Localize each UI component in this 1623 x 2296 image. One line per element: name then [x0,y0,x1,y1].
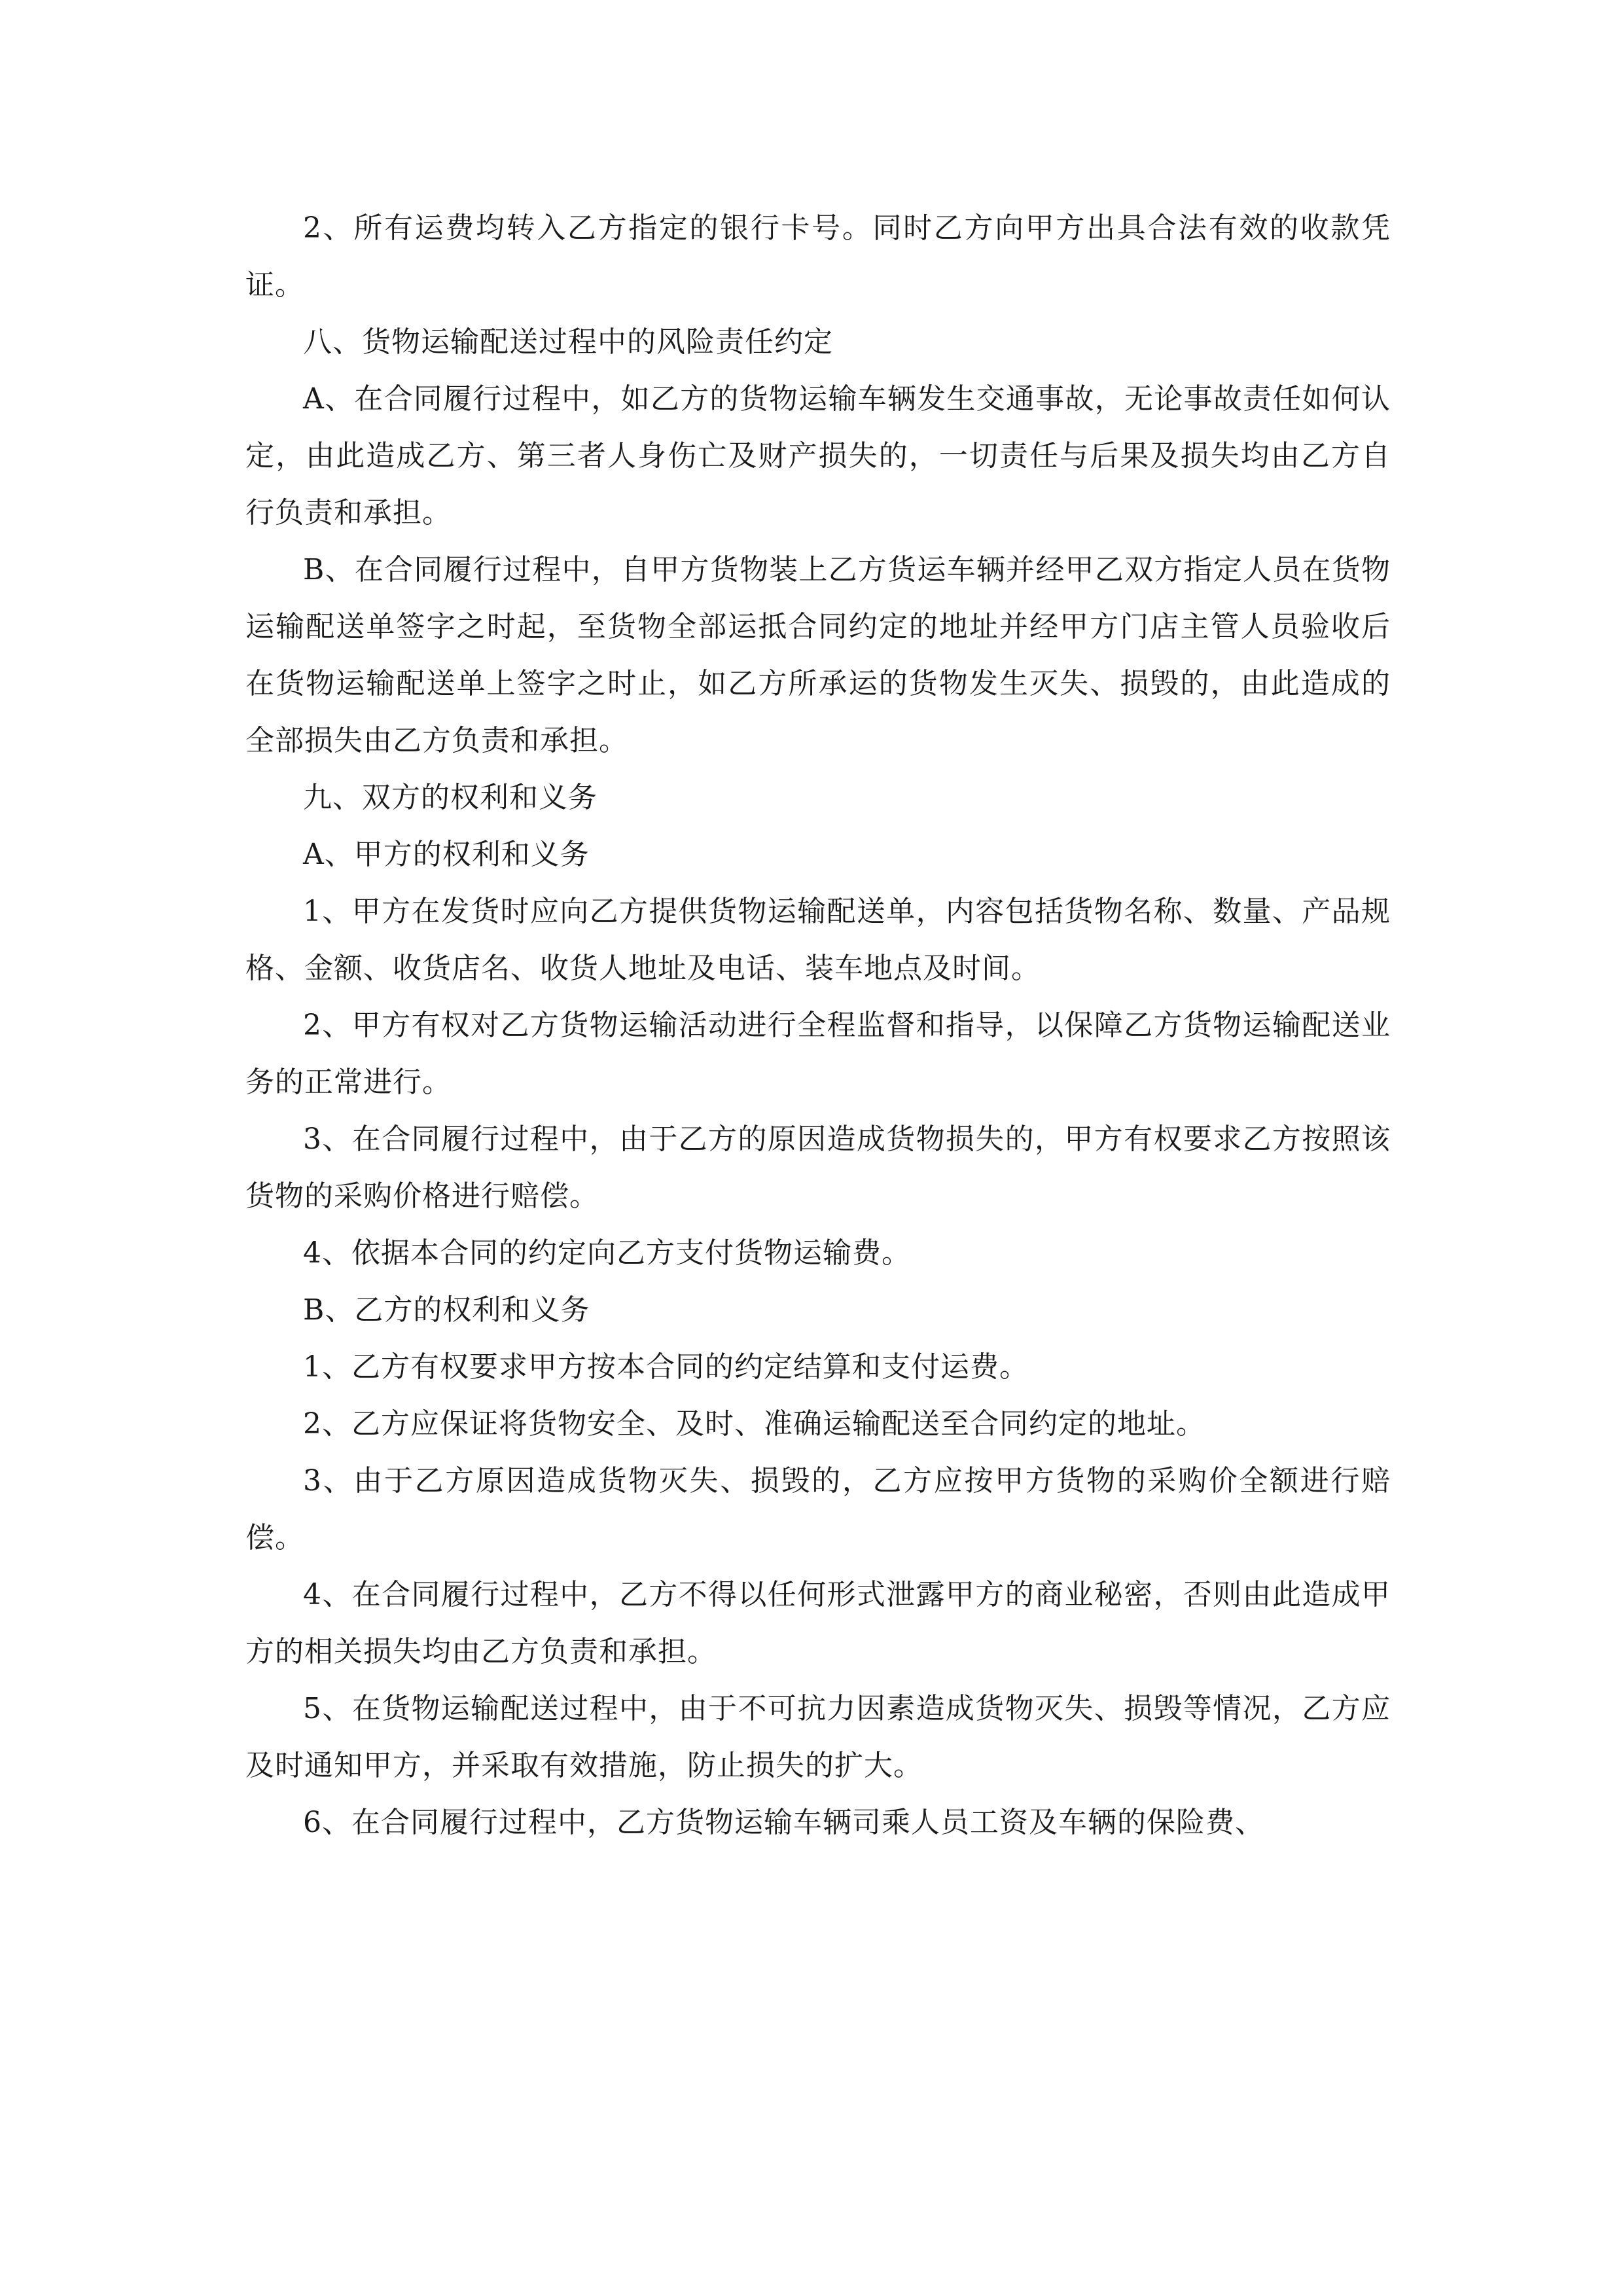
paragraph-b-4: 4、在合同履行过程中，乙方不得以任何形式泄露甲方的商业秘密，否则由此造成甲方的相关损失均由乙方负责和承担。 [245,1578,1391,1668]
paragraph-a-1: 1、甲方在发货时应向乙方提供货物运输配送单，内容包括货物名称、数量、产品规格、金额、收货店名、收货人地址及电话、装车地点及时间。 [245,895,1391,985]
paragraph-b-2: 2、乙方应保证将货物安全、及时、准确运输配送至合同约定的地址。 [303,1407,1205,1441]
section-heading-9: 九、双方的权利和义务 [303,781,597,814]
paragraph-b-6: 6、在合同履行过程中，乙方货物运输车辆司乘人员工资及车辆的保险费、 [303,1806,1264,1839]
paragraph-a-4: 4、依据本合同的约定向乙方支付货物运输费。 [303,1236,911,1270]
subheading-party-b: B、乙方的权利和义务 [303,1293,590,1327]
paragraph-risk-b: B、在合同履行过程中，自甲方货物装上乙方货运车辆并经甲乙双方指定人员在货物运输配送单签字之时起，至货物全部运抵合同约定的地址并经甲方门店主管人员验收后在货物运输配送单上签字之时止，如乙方所承运的货物发生灭失、损毁的，由此造成的全部损失由乙方负责和承担。 [245,553,1391,757]
paragraph-risk-a: A、在合同履行过程中，如乙方的货物运输车辆发生交通事故，无论事故责任如何认定，由此造成乙方、第三者人身伤亡及财产损失的，一切责任与后果及损失均由乙方自行负责和承担。 [245,382,1391,529]
paragraph-payment-2: 2、所有运费均转入乙方指定的银行卡号。同时乙方向甲方出具合法有效的收款凭证。 [245,211,1391,302]
subheading-party-a: A、甲方的权利和义务 [303,838,590,871]
section-heading-8: 八、货物运输配送过程中的风险责任约定 [303,325,833,359]
paragraph-b-1: 1、乙方有权要求甲方按本合同的约定结算和支付运费。 [303,1350,1029,1384]
paragraph-a-2: 2、甲方有权对乙方货物运输活动进行全程监督和指导，以保障乙方货物运输配送业务的正常进行。 [245,1009,1391,1099]
paragraph-b-3: 3、由于乙方原因造成货物灭失、损毁的，乙方应按甲方货物的采购价全额进行赔偿。 [245,1464,1391,1554]
document-page [245,200,1391,1851]
paragraph-b-5: 5、在货物运输配送过程中，由于不可抗力因素造成货物灭失、损毁等情况，乙方应及时通知甲方，并采取有效措施，防止损失的扩大。 [245,1692,1391,1782]
paragraph-a-3: 3、在合同履行过程中，由于乙方的原因造成货物损失的，甲方有权要求乙方按照该货物的采购价格进行赔偿。 [245,1122,1391,1213]
